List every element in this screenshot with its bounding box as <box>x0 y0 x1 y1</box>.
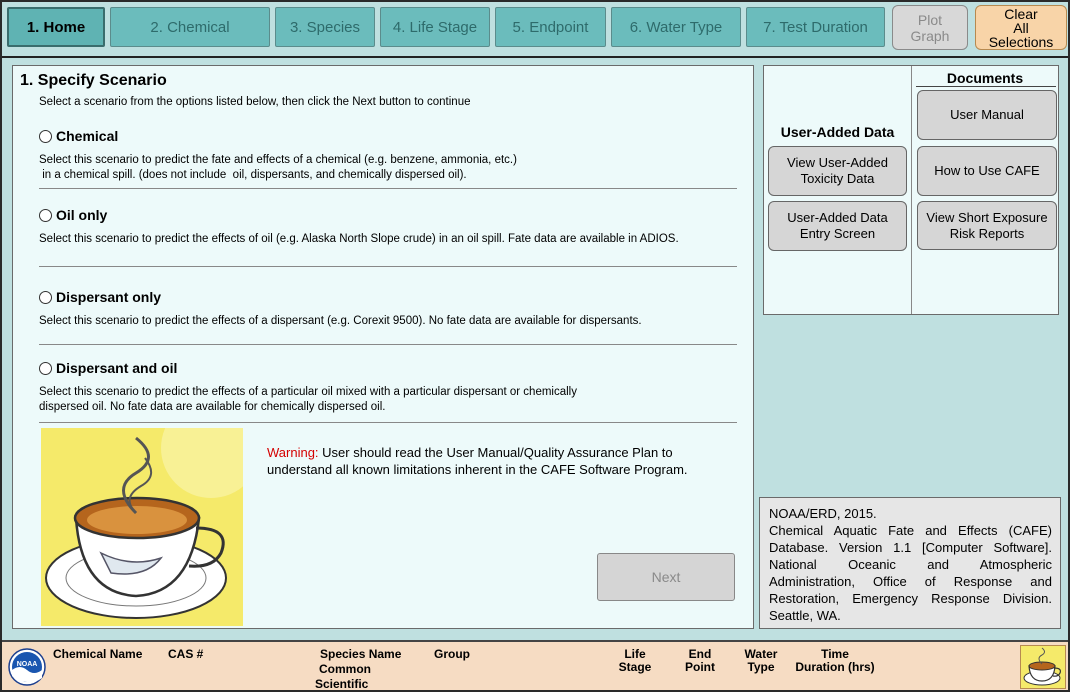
option-dispersant-and-oil[interactable] <box>39 360 177 376</box>
tab-home-label: 1. Home <box>26 18 86 36</box>
user-added-data-entry-screen-button[interactable] <box>768 201 907 251</box>
noaa-logo-icon <box>8 648 46 686</box>
user-added-data-entry-label: User-Added Data Entry Screen <box>787 210 888 241</box>
option-dispersant-and-oil-label: Dispersant and oil <box>56 360 178 376</box>
divider <box>39 344 737 345</box>
documents-heading-underline <box>916 86 1056 87</box>
selection-summary-bar <box>2 640 1068 692</box>
option-dispersant-only-label: Dispersant only <box>56 289 162 305</box>
cafe-cup-thumbnail <box>1020 645 1066 689</box>
documents-heading: Documents <box>946 70 1024 86</box>
radio-chemical[interactable] <box>39 130 52 143</box>
next-button-label: Next <box>651 569 681 585</box>
view-user-added-toxicity-data-button[interactable] <box>768 146 907 196</box>
view-user-added-toxicity-label: View User-Added Toxicity Data <box>787 155 888 186</box>
next-button[interactable] <box>597 553 735 601</box>
radio-dispersant-and-oil[interactable] <box>39 362 52 375</box>
cafe-coffee-cup-illustration <box>41 428 243 626</box>
warning-label: Warning: <box>267 445 319 460</box>
group-column: Group <box>434 647 470 661</box>
option-chemical-label: Chemical <box>56 128 119 144</box>
species-name-column: Species Name <box>320 647 402 661</box>
radio-dispersant-only[interactable] <box>39 291 52 304</box>
cas-number-column: CAS # <box>168 647 204 661</box>
clear-all-label: Clear All Selections <box>988 5 1054 50</box>
user-manual-label: User Manual <box>950 107 1024 122</box>
water-type-column: Water Type <box>744 647 778 674</box>
divider <box>39 188 737 189</box>
citation-source: NOAA/ERD, 2015. <box>769 506 877 521</box>
option-chemical-description: Select this scenario to predict the fate and effects of a chemical (e.g. benzene, ammonia, etc.) in a chemical spill. (does not include oil, dispersants, and chemically dispersed oil). <box>39 154 517 181</box>
view-short-exposure-risk-reports-button[interactable] <box>917 201 1057 250</box>
tab-water-type[interactable] <box>611 7 741 47</box>
option-dispersant-only-description: Select this scenario to predict the effects of a dispersant (e.g. Corexit 9500). No fate data are available for dispersants. <box>39 315 642 327</box>
tab-species[interactable] <box>275 7 375 47</box>
citation-box <box>759 497 1061 629</box>
citation-text: Chemical Aquatic Fate and Effects (CAFE) Database. Version 1.1 [Computer Software]. National Oceanic and Atmospheric Administration, Office of Response and Restoration, Emergency Response Division. Seattle, WA. <box>769 523 1052 623</box>
plot-graph-button[interactable] <box>892 5 968 50</box>
tab-water-type-label: 6. Water Type <box>629 18 723 36</box>
option-dispersant-only[interactable] <box>39 289 161 305</box>
scenario-panel <box>12 65 754 629</box>
resources-panel <box>763 65 1059 315</box>
option-oil-only-description: Select this scenario to predict the effects of oil (e.g. Alaska North Slope crude) in an oil spill. Fate data are available in ADIOS. <box>39 233 679 245</box>
option-dispersant-and-oil-description: Select this scenario to predict the effects of a particular oil mixed with a particular dispersant or chemically dispersed oil. No fate data are available for chemically dispersed oil. <box>39 386 577 413</box>
radio-oil-only[interactable] <box>39 209 52 222</box>
tab-home[interactable] <box>7 7 105 47</box>
tab-test-duration-label: 7. Test Duration <box>763 18 868 36</box>
user-manual-button[interactable] <box>917 90 1057 140</box>
how-to-use-cafe-label: How to Use CAFE <box>934 163 1040 178</box>
tab-species-label: 3. Species <box>289 18 361 36</box>
warning-text: User should read the User Manual/Quality Assurance Plan to understand all known limitations inherent in the CAFE Software Program. <box>267 445 688 477</box>
top-navigation-bar <box>2 2 1068 58</box>
tab-chemical-label: 2. Chemical <box>150 18 230 36</box>
tab-life-stage-label: 4. Life Stage <box>392 18 478 36</box>
life-stage-column: Life Stage <box>618 647 652 674</box>
warning-message <box>267 444 737 478</box>
tab-test-duration[interactable] <box>746 7 885 47</box>
tab-life-stage[interactable] <box>380 7 490 47</box>
time-duration-column: Time Duration (hrs) <box>795 647 875 674</box>
plot-graph-label: Plot Graph <box>910 11 950 44</box>
option-oil-only-label: Oil only <box>56 207 108 223</box>
endpoint-column: End Point <box>685 647 715 674</box>
svg-text:NOAA: NOAA <box>16 661 38 668</box>
option-oil-only[interactable] <box>39 207 107 223</box>
clear-all-selections-button[interactable] <box>975 5 1067 50</box>
option-chemical[interactable] <box>39 128 118 144</box>
view-short-exposure-label: View Short Exposure Risk Reports <box>926 209 1048 241</box>
page-instructions: Select a scenario from the options listed below, then click the Next button to continue <box>39 96 471 108</box>
scientific-name-column: Scientific <box>315 677 369 691</box>
vertical-divider <box>911 66 912 314</box>
how-to-use-cafe-button[interactable] <box>917 146 1057 196</box>
page-title: 1. Specify Scenario <box>20 72 167 89</box>
tab-chemical[interactable] <box>110 7 270 47</box>
divider <box>39 266 737 267</box>
tab-endpoint[interactable] <box>495 7 606 47</box>
common-name-column: Common <box>319 662 371 676</box>
divider <box>39 422 737 423</box>
tab-endpoint-label: 5. Endpoint <box>512 18 589 36</box>
chemical-name-column: Chemical Name <box>53 647 143 661</box>
user-added-data-heading: User-Added Data <box>780 124 895 140</box>
